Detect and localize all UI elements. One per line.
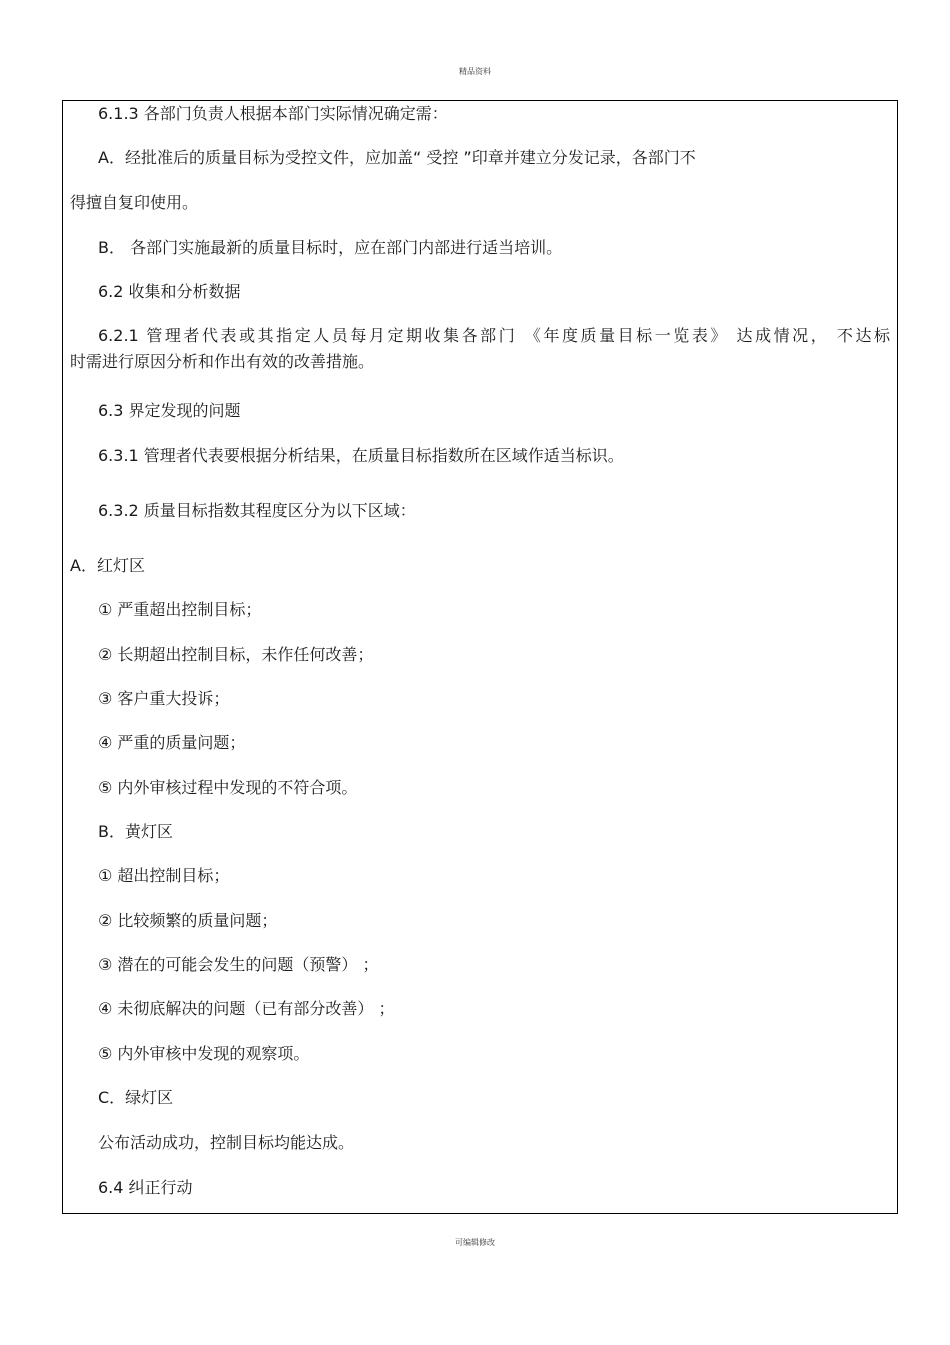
yellow-zone-item-1: ① 超出控制目标；: [98, 866, 230, 885]
green-zone-description: 公布活动成功，控制目标均能达成。: [98, 1133, 355, 1152]
clause-6-3-1: 6.3.1 管理者代表要根据分析结果，在质量目标指数所在区域作适当标识。: [98, 446, 624, 465]
page-header-note: 精品资料: [459, 67, 491, 76]
page-footer-note: 可编辑修改: [455, 1238, 495, 1247]
yellow-zone-item-2: ② 比较频繁的质量问题；: [98, 911, 278, 930]
clause-6-3-2: 6.3.2 质量目标指数其程度区分为以下区域：: [98, 501, 416, 520]
item-a-controlled-document: A．经批准后的质量目标为受控文件，应加盖“ 受控 ”印章并建立分发记录，各部门不: [98, 148, 696, 167]
section-6-2-heading: 6.2 收集和分析数据: [98, 282, 241, 301]
red-zone-item-3: ③ 客户重大投诉；: [98, 689, 230, 708]
section-6-3-heading: 6.3 界定发现的问题: [98, 401, 241, 420]
clause-6-2-1-line2: 时需进行原因分析和作出有效的改善措施。: [70, 352, 375, 371]
clause-6-2-1: [70, 323, 890, 375]
clause-6-2-1-line1: 6.2.1 管理者代表或其指定人员每月定期收集各部门 《年度质量目标一览表》 达成情况， 不达标: [98, 326, 890, 345]
red-zone-heading: A．红灯区: [70, 556, 145, 575]
green-zone-heading: C．绿灯区: [98, 1088, 174, 1107]
item-a-continuation: 得擅自复印使用。: [70, 193, 199, 212]
yellow-zone-item-5: ⑤ 内外审核中发现的观察项。: [98, 1044, 310, 1063]
section-6-4-heading: 6.4 纠正行动: [98, 1178, 193, 1197]
red-zone-item-5: ⑤ 内外审核过程中发现的不符合项。: [98, 778, 358, 797]
red-zone-item-4: ④ 严重的质量问题；: [98, 733, 246, 752]
item-b-training: B． 各部门实施最新的质量目标时，应在部门内部进行适当培训。: [98, 238, 563, 257]
red-zone-item-2: ② 长期超出控制目标，未作任何改善；: [98, 645, 374, 664]
yellow-zone-item-4: ④ 未彻底解决的问题（已有部分改善） ；: [98, 999, 395, 1018]
clause-6-1-3: 6.1.3 各部门负责人根据本部门实际情况确定需：: [98, 104, 448, 123]
yellow-zone-heading: B．黄灯区: [98, 822, 173, 841]
red-zone-item-1: ① 严重超出控制目标；: [98, 600, 262, 619]
yellow-zone-item-3: ③ 潜在的可能会发生的问题（预警） ；: [98, 955, 379, 974]
